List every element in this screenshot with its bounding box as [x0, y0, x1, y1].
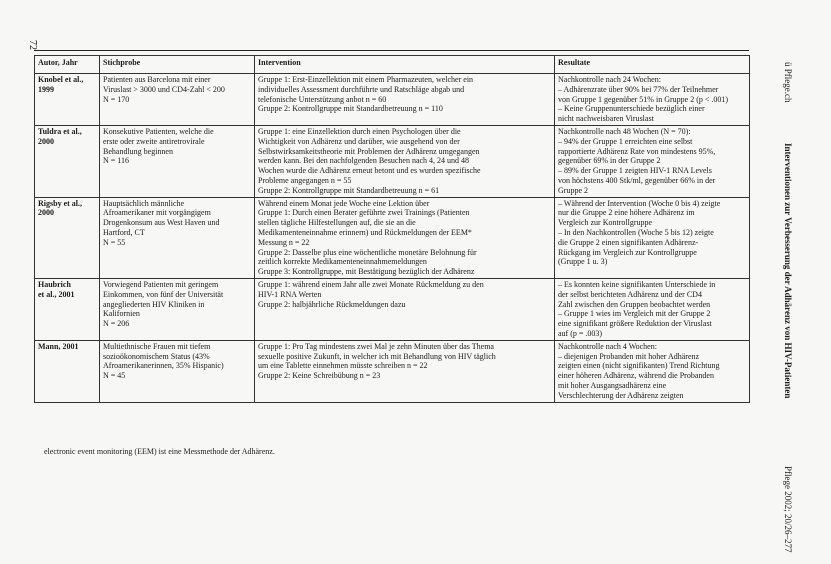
- cell-line: Gruppe 1: Pro Tag mindestens zwei Mal je zehn Minuten über das Thema: [258, 341, 494, 351]
- cell-line: N = 170: [103, 94, 130, 104]
- table-header-row: [35, 56, 750, 74]
- cell-sample: [100, 197, 255, 278]
- table-row: [35, 278, 750, 340]
- table-row: [35, 340, 750, 402]
- cell-intervention: [255, 340, 555, 402]
- cell-line: – diejenigen Probanden mit hoher Adhärenz: [558, 351, 700, 361]
- cell-line: Afroamerikaner mit vorgängigem: [103, 208, 211, 218]
- cell-line: individuelles Assessment durchführte und Ratschläge abgab und: [258, 84, 465, 94]
- cell-line: Einkommen, von fünf der Universität: [103, 289, 224, 299]
- cell-author: [35, 197, 100, 278]
- cell-line: Viruslast > 3000 und CD4-Zahl < 200: [103, 84, 225, 94]
- cell-author: [35, 340, 100, 402]
- cell-intervention: [255, 74, 555, 126]
- cell-line: Multiethnische Frauen mit tiefem: [103, 341, 211, 351]
- cell-intervention: [255, 197, 555, 278]
- cell-line: Hartford, CT: [103, 227, 145, 237]
- cell-author: [35, 278, 100, 340]
- table-row: [35, 197, 750, 278]
- cell-line: sexuelle positive Zukunft, in welcher ich mit Behandlung von HIV täglich: [258, 351, 496, 361]
- cell-line: Gruppe 2: Dasselbe plus eine wöchentliche monetäre Belohnung für: [258, 247, 477, 257]
- header-sample: Stichprobe: [100, 56, 255, 74]
- cell-line: um eine Tablette einnehmen müsste schreiben n = 22: [258, 361, 428, 371]
- cell-results: [555, 74, 750, 126]
- cell-line: werden kann. Bei den nachfolgenden Besuchen nach 4, 24 und 48: [258, 156, 470, 166]
- cell-line: Gruppe 1: Erst-Einzellektion mit einem Pharmazeuten, welcher ein: [258, 75, 474, 84]
- cell-results: [555, 197, 750, 278]
- cell-line: Nachkontrolle nach 24 Wochen:: [558, 75, 661, 84]
- cell-intervention: [255, 278, 555, 340]
- cell-line: Gruppe 1: eine Einzellektion durch einen Psychologen über die: [258, 126, 461, 136]
- cell-author: [35, 74, 100, 126]
- cell-line: die Gruppe 2 einen signifikanten Adhärenz-: [558, 237, 699, 247]
- cell-line: gegenüber 69% in der Gruppe 2: [558, 156, 661, 166]
- study-table: [34, 55, 750, 403]
- cell-line: Rigsby et al.,: [38, 198, 82, 208]
- side-abbrev: ü Pflege.ch: [783, 62, 793, 103]
- cell-line: Vergleich zur Kontrollgruppe: [558, 218, 653, 228]
- cell-intervention: [255, 125, 555, 197]
- cell-line: mit hoher Ausgangsadhärenz eine: [558, 380, 667, 390]
- cell-line: von höchstens 400 Stk/ml, gegenüber 66% in der: [558, 175, 716, 185]
- cell-line: HIV-1 RNA Werten: [258, 289, 322, 299]
- cell-line: (Gruppe 1 u. 3): [558, 257, 608, 267]
- cell-sample: [100, 125, 255, 197]
- cell-line: eine signifikant größere Reduktion der Viruslast: [558, 319, 712, 329]
- page-number: 72: [27, 40, 38, 50]
- cell-line: 1999: [38, 84, 54, 94]
- cell-line: Hauptsächlich männliche: [103, 198, 185, 208]
- cell-line: – 94% der Gruppe 1 erreichten eine selbst: [558, 136, 693, 146]
- cell-line: stellen tägliche Hilfestellungen auf, die sie an die: [258, 218, 416, 228]
- cell-line: auf (p = .003): [558, 328, 603, 338]
- cell-results: [555, 125, 750, 197]
- table-row: [35, 125, 750, 197]
- cell-line: Gruppe 2: [558, 185, 588, 195]
- cell-line: Drogenkonsum aus West Haven und: [103, 218, 220, 228]
- cell-line: – Es konnten keine signifikanten Unterschiede in: [558, 279, 716, 289]
- cell-line: der selbst berichteten Adhärenz und der CD4: [558, 289, 702, 299]
- cell-line: N = 55: [103, 237, 126, 247]
- cell-line: Während einem Monat jede Woche eine Lektion über: [258, 198, 430, 208]
- cell-line: sozioökonomischem Status (43%: [103, 351, 210, 361]
- footnote: electronic event monitoring (EEM) ist eine Messmethode der Adhärenz.: [44, 447, 275, 456]
- cell-line: Selbstwirksamkeitstheorie mit Problemen der Adhärenz umgegangen: [258, 146, 480, 156]
- cell-line: Konsekutive Patienten, welche die: [103, 126, 214, 136]
- cell-line: Wochen wurde die Adhärenz erneut betont und es wurden spezifische: [258, 166, 481, 176]
- cell-sample: [100, 340, 255, 402]
- cell-line: N = 116: [103, 156, 129, 166]
- cell-line: Tuldra et al.,: [38, 126, 82, 136]
- cell-line: – 89% der Gruppe 1 zeigten HIV-1 RNA Levels: [558, 166, 712, 176]
- cell-line: Afroamerikanerinnen, 35% Hispanic): [103, 361, 224, 371]
- cell-line: angegliederten HIV Kliniken in: [103, 299, 205, 309]
- cell-line: nur die Gruppe 2 eine höhere Adhärenz im: [558, 208, 695, 218]
- cell-line: einer höheren Adhärenz, während die Probanden: [558, 371, 714, 381]
- cell-line: erste oder zweite antiretrovirale: [103, 136, 205, 146]
- cell-line: Zahl zwischen den Gruppen beobachtet werden: [558, 299, 711, 309]
- cell-line: Nachkontrolle nach 48 Wochen (N = 70):: [558, 126, 691, 136]
- cell-line: Patienten aus Barcelona mit einer: [103, 75, 211, 84]
- cell-line: Knobel et al.,: [38, 75, 84, 84]
- cell-results: [555, 278, 750, 340]
- cell-line: 2000: [38, 136, 54, 146]
- header-intervention: Intervention: [255, 56, 555, 74]
- cell-line: Gruppe 2: Kontrollgruppe mit Standardbetreuung n = 61: [258, 185, 440, 195]
- header-author: Autor, Jahr: [35, 56, 100, 74]
- cell-line: Probleme angegangen n = 55: [258, 175, 352, 185]
- cell-line: Gruppe 2: Keine Schreibübung n = 23: [258, 371, 381, 381]
- cell-sample: [100, 74, 255, 126]
- cell-line: N = 206: [103, 319, 130, 329]
- cell-line: Gruppe 1: Durch einen Berater geführte zwei Trainings (Patienten: [258, 208, 470, 218]
- header-results: Resultate: [555, 56, 750, 74]
- cell-line: – In den Nachkontrollen (Woche 5 bis 12) zeigte: [558, 227, 714, 237]
- cell-line: von Gruppe 1 gegenüber 51% in Gruppe 2 (p < .001): [558, 94, 729, 104]
- cell-line: nicht nachweisbaren Viruslast: [558, 114, 654, 124]
- cell-author: [35, 125, 100, 197]
- side-title: Interventionen zur Verbesserung der Adhärenz von HIV-Patienten: [783, 142, 793, 399]
- cell-line: Nachkontrolle nach 4 Wochen:: [558, 341, 657, 351]
- cell-line: Vorwiegend Patienten mit geringem: [103, 279, 219, 289]
- cell-line: Medikamenteneinnahme erinnern) und Rückmeldungen der EEM*: [258, 227, 472, 237]
- cell-line: rapportierte Adhärenz Rate von mindestens 95%,: [558, 146, 716, 156]
- cell-line: Gruppe 1: während einem Jahr alle zwei Monate Rückmeldung zu den: [258, 279, 484, 289]
- side-journal: Pflege 2002; 20/26–277: [783, 465, 793, 552]
- cell-line: – Adhärenzrate über 90% bei 77% der Teilnehmer: [558, 84, 719, 94]
- cell-line: 2000: [38, 208, 54, 218]
- table-row: [35, 74, 750, 126]
- cell-line: – Während der Intervention (Woche 0 bis 4) zeigte: [558, 198, 721, 208]
- cell-line: zeitlich korrekte Medikamenteneinnahmemeldungen: [258, 257, 427, 267]
- cell-line: telefonische Unterstützung anbot n = 60: [258, 94, 387, 104]
- cell-line: N = 45: [103, 371, 126, 381]
- cell-line: Kalifornien: [103, 309, 140, 319]
- cell-line: Wichtigkeit von Adhärenz und darüber, wie ausgehend von der: [258, 136, 460, 146]
- top-rule: [34, 50, 749, 51]
- cell-line: Behandlung beginnen: [103, 146, 173, 156]
- cell-line: Mann, 2001: [38, 341, 79, 351]
- cell-line: Haubrich: [38, 279, 71, 289]
- cell-sample: [100, 278, 255, 340]
- cell-line: et al., 2001: [38, 289, 75, 299]
- cell-line: zeigten einen (nicht signifikanten) Trend Richtung: [558, 361, 720, 371]
- cell-line: Rückgang im Vergleich zur Kontrollgruppe: [558, 247, 697, 257]
- cell-line: Gruppe 2: Kontrollgruppe mit Standardbetreuung n = 110: [258, 104, 443, 114]
- cell-line: – Gruppe 1 wies im Vergleich mit der Gruppe 2: [558, 309, 711, 319]
- cell-results: [555, 340, 750, 402]
- cell-line: Messung n = 22: [258, 237, 310, 247]
- cell-line: Verschlechterung der Adhärenz zeigten: [558, 390, 684, 400]
- cell-line: Gruppe 2: halbjährliche Rückmeldungen dazu: [258, 299, 406, 309]
- side-header: [783, 62, 793, 552]
- cell-line: Gruppe 3: Kontrollgruppe, mit Bestätigung bezüglich der Adhärenz: [258, 267, 475, 277]
- cell-line: – Keine Gruppenunterschiede bezüglich einer: [558, 104, 705, 114]
